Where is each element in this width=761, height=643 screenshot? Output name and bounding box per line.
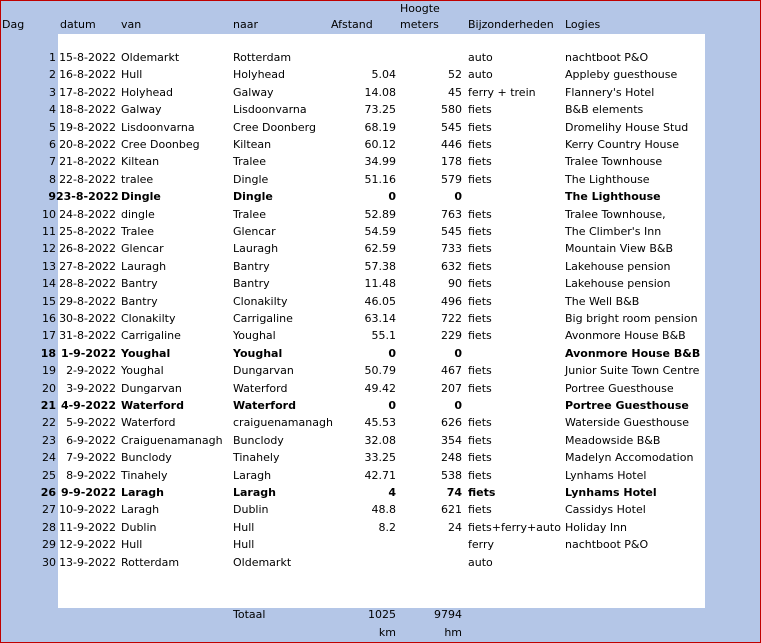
- cell-datum: 19-8-2022: [59, 120, 116, 134]
- cell-datum: 12-9-2022: [59, 538, 116, 552]
- cell-van: Tinahely: [121, 468, 168, 482]
- header-van: van: [121, 18, 142, 31]
- cell-datum: 15-8-2022: [59, 51, 116, 64]
- cell-naar: Youghal: [233, 346, 283, 360]
- cell-bijzonderheden: fiets: [468, 207, 492, 221]
- cell-naar: Bunclody: [233, 433, 284, 447]
- cell-datum: 5-9-2022: [66, 416, 116, 430]
- cell-bijzonderheden: fiets: [468, 416, 492, 430]
- table-row: [0, 432, 761, 449]
- cell-dag: 3: [49, 85, 56, 99]
- cell-dag: 22: [42, 416, 56, 430]
- cell-naar: Hull: [233, 538, 255, 552]
- cell-naar: Waterford: [233, 381, 288, 395]
- cell-bijzonderheden: fiets: [468, 259, 492, 273]
- cell-dag: 19: [42, 364, 56, 378]
- cell-bijzonderheden: fiets: [468, 468, 492, 482]
- cell-van: tralee: [121, 172, 154, 186]
- cell-dag: 29: [42, 538, 56, 552]
- header-datum: datum: [60, 18, 96, 31]
- table-row: [0, 310, 761, 327]
- cell-naar: Dingle: [233, 172, 269, 186]
- cell-hoogte: 632: [441, 259, 462, 273]
- table-row: [0, 119, 761, 136]
- cell-bijzonderheden: auto: [468, 555, 493, 569]
- table-row: [0, 84, 761, 101]
- cell-logies: Kerry Country House: [565, 138, 679, 151]
- cell-van: Hull: [121, 68, 143, 82]
- cell-hoogte: 626: [441, 416, 462, 430]
- cell-bijzonderheden: auto: [468, 68, 493, 82]
- cell-naar: Tinahely: [233, 451, 280, 465]
- table-row: [0, 554, 761, 571]
- cell-dag: 26: [40, 486, 56, 499]
- cell-naar: Bantry: [233, 259, 270, 273]
- cell-bijzonderheden: fiets: [468, 138, 492, 151]
- cell-datum: 4-9-2022: [60, 399, 116, 412]
- table-row: [0, 223, 761, 240]
- cell-datum: 28-8-2022: [59, 277, 116, 291]
- cell-datum: 6-9-2022: [66, 433, 116, 447]
- cell-logies: Avonmore House B&B: [565, 329, 686, 343]
- cell-naar: Laragh: [233, 468, 272, 482]
- cell-datum: 17-8-2022: [59, 85, 116, 99]
- cell-afstand: 52.89: [364, 207, 396, 221]
- cell-afstand: 14.08: [364, 85, 396, 99]
- cell-logies: Tralee Townhouse,: [565, 207, 666, 221]
- cell-van: Craiguenamanagh: [121, 433, 223, 447]
- cell-datum: 21-8-2022: [59, 155, 116, 169]
- cell-logies: Lynhams Hotel: [565, 468, 647, 482]
- cell-datum: 18-8-2022: [59, 103, 116, 117]
- cell-hoogte: 763: [441, 207, 462, 221]
- table-row: [0, 414, 761, 431]
- cell-dag: 10: [42, 207, 56, 221]
- cell-bijzonderheden: fiets: [468, 433, 492, 447]
- cell-bijzonderheden: fiets: [468, 120, 492, 134]
- cell-hoogte: [400, 554, 462, 571]
- cell-afstand: 0: [388, 399, 396, 412]
- table-row: [0, 501, 761, 518]
- totals-afstand: 1025: [368, 608, 396, 621]
- cell-naar: Bantry: [233, 277, 270, 291]
- cell-bijzonderheden: fiets: [468, 486, 496, 499]
- cell-dag: 25: [42, 468, 56, 482]
- cell-hoogte: 229: [441, 329, 462, 343]
- header-afstand: Afstand: [331, 18, 373, 31]
- cell-bijzonderheden: fiets: [468, 155, 492, 169]
- cell-van: Youghal: [121, 346, 171, 360]
- cell-afstand: 11.48: [364, 277, 396, 291]
- cell-dag: 28: [42, 520, 56, 534]
- table-row: [0, 397, 761, 414]
- cell-naar: Dublin: [233, 503, 269, 517]
- cell-datum: 23-8-2022: [56, 190, 119, 204]
- cell-bijzonderheden: fiets+ferry+auto: [468, 520, 561, 534]
- cell-afstand: 60.12: [364, 138, 396, 151]
- cell-van: Carrigaline: [121, 329, 181, 343]
- cell-afstand: 5.04: [371, 68, 396, 82]
- cell-logies: Holiday Inn: [565, 520, 628, 534]
- cell-dag: 1: [49, 51, 56, 64]
- cell-naar: Rotterdam: [233, 51, 292, 64]
- cell-dag: 2: [49, 68, 56, 82]
- cell-datum: 29-8-2022: [59, 294, 116, 308]
- cell-naar: Clonakilty: [233, 294, 288, 308]
- cell-naar: Dingle: [233, 190, 273, 204]
- table-row: [0, 66, 761, 83]
- cell-afstand: 55.1: [371, 329, 396, 343]
- cell-hoogte: 538: [441, 468, 462, 482]
- cell-van: Laragh: [121, 486, 164, 499]
- cell-afstand: 45.53: [364, 416, 396, 430]
- cell-van: Glencar: [121, 242, 164, 256]
- cell-logies: Avonmore House B&B: [565, 346, 701, 360]
- cell-hoogte: 52: [448, 68, 462, 82]
- cell-afstand: 62.59: [364, 242, 396, 256]
- cell-datum: 9-9-2022: [60, 486, 116, 499]
- table-row: [0, 362, 761, 379]
- table-row: [0, 258, 761, 275]
- cell-datum: 11-9-2022: [59, 520, 116, 534]
- cell-hoogte: 0: [454, 399, 462, 412]
- table-row: [0, 136, 761, 153]
- table-row: [0, 240, 761, 257]
- cell-bijzonderheden: fiets: [468, 225, 492, 238]
- cell-naar: Tralee: [233, 155, 266, 169]
- cell-naar: Holyhead: [233, 68, 286, 82]
- cell-hoogte: [400, 536, 462, 553]
- cell-bijzonderheden: fiets: [468, 294, 492, 308]
- cell-dag: 14: [42, 277, 56, 291]
- cell-van: Holyhead: [121, 85, 174, 99]
- table-row: [0, 293, 761, 310]
- cell-van: Bantry: [121, 277, 158, 291]
- cell-datum: 10-9-2022: [59, 503, 116, 517]
- cell-bijzonderheden: fiets: [468, 503, 492, 517]
- cell-logies: Mountain View B&B: [565, 242, 674, 256]
- cell-dag: 15: [42, 294, 56, 308]
- cell-dag: 24: [42, 451, 56, 465]
- cell-dag: 5: [49, 120, 56, 134]
- header-dag: Dag: [2, 18, 25, 31]
- cell-dag: 4: [49, 103, 56, 117]
- cell-datum: 8-9-2022: [66, 468, 116, 482]
- cell-dag: 21: [40, 399, 56, 412]
- cell-afstand: 0: [388, 346, 396, 360]
- cell-van: Laragh: [121, 503, 160, 517]
- cell-datum: 2-9-2022: [66, 364, 116, 378]
- table-row: [0, 519, 761, 536]
- cell-naar: Galway: [233, 85, 274, 99]
- cell-bijzonderheden: fiets: [468, 277, 492, 291]
- cell-naar: Lisdoonvarna: [233, 103, 307, 117]
- cell-afstand: 4: [388, 486, 396, 499]
- cell-van: Galway: [121, 103, 162, 117]
- cell-datum: 22-8-2022: [59, 172, 116, 186]
- cell-datum: 26-8-2022: [59, 242, 116, 256]
- cell-dag: 17: [42, 329, 56, 343]
- cell-hoogte: 579: [441, 172, 462, 186]
- cell-dag: 18: [40, 346, 56, 360]
- cell-dag: 12: [42, 242, 56, 256]
- cell-van: Tralee: [121, 225, 154, 238]
- cell-naar: Oldemarkt: [233, 555, 292, 569]
- cell-logies: Flannery's Hotel: [565, 85, 655, 99]
- cell-van: Waterford: [121, 399, 184, 412]
- totals-afstand-unit: km: [378, 626, 396, 639]
- cell-hoogte: 178: [441, 155, 462, 169]
- cell-afstand: 51.16: [364, 172, 396, 186]
- cell-dag: 27: [42, 503, 56, 517]
- cell-afstand: 46.05: [364, 294, 396, 308]
- table-row: [0, 484, 761, 501]
- cell-dag: 13: [42, 259, 56, 273]
- header-naar: naar: [233, 18, 258, 31]
- cell-dag: 30: [42, 555, 56, 569]
- cell-logies: Big bright room pension: [565, 312, 698, 325]
- cell-datum: 3-9-2022: [66, 381, 116, 395]
- cell-logies: The Lighthouse: [565, 190, 661, 204]
- cell-hoogte: 722: [441, 312, 462, 325]
- cell-afstand: 73.25: [364, 103, 396, 117]
- table-row: [0, 536, 761, 553]
- totals-hoogte-unit: hm: [444, 626, 462, 639]
- cell-datum: 20-8-2022: [59, 138, 116, 151]
- cell-afstand: 50.79: [364, 364, 396, 378]
- cell-van: Kiltean: [121, 155, 160, 169]
- cell-hoogte: 0: [454, 346, 462, 360]
- cell-hoogte: 74: [446, 486, 462, 499]
- cell-hoogte: 207: [441, 381, 462, 395]
- cell-logies: Dromelihy House Stud: [565, 120, 689, 134]
- cell-afstand: 0: [388, 190, 396, 204]
- cell-naar: Kiltean: [233, 138, 272, 151]
- cell-logies: Lakehouse pension: [565, 277, 671, 291]
- cell-bijzonderheden: fiets: [468, 364, 492, 378]
- cell-afstand: 33.25: [364, 451, 396, 465]
- cell-dag: 7: [49, 155, 56, 169]
- cell-bijzonderheden: [468, 345, 563, 362]
- cell-datum: 7-9-2022: [66, 451, 116, 465]
- cell-hoogte: 446: [441, 138, 462, 151]
- totals-label: Totaal: [233, 608, 266, 621]
- cell-dag: 6: [49, 138, 56, 151]
- cell-dag: 9: [48, 190, 56, 204]
- cell-hoogte: 24: [448, 520, 462, 534]
- table-row: [0, 206, 761, 223]
- table-row: [0, 188, 761, 205]
- cell-van: Dublin: [121, 520, 157, 534]
- cell-dag: 20: [42, 381, 56, 395]
- cell-afstand: [320, 536, 396, 553]
- table-row: [0, 171, 761, 188]
- table-row: [0, 467, 761, 484]
- cell-afstand: 57.38: [364, 259, 396, 273]
- table-row: [0, 153, 761, 170]
- cell-hoogte: 354: [441, 433, 462, 447]
- cell-afstand: 8.2: [378, 520, 396, 534]
- cell-afstand: 34.99: [364, 155, 396, 169]
- cell-datum: 13-9-2022: [59, 555, 116, 569]
- cell-bijzonderheden: fiets: [468, 451, 492, 465]
- cell-van: Youghal: [121, 364, 164, 378]
- cell-van: Cree Doonbeg: [121, 138, 200, 151]
- cell-hoogte: 496: [441, 294, 462, 308]
- cell-naar: craiguenamanagh: [233, 416, 333, 430]
- cell-datum: 31-8-2022: [59, 329, 116, 343]
- cell-dag: 16: [42, 312, 56, 325]
- cell-logies: Waterside Guesthouse: [565, 416, 690, 430]
- header-bijzonderheden: Bijzonderheden: [468, 18, 554, 31]
- cell-bijzonderheden: [468, 397, 563, 414]
- cell-logies: The Climber's Inn: [565, 225, 662, 238]
- cell-van: Lisdoonvarna: [121, 120, 195, 134]
- cell-van: Bantry: [121, 294, 158, 308]
- cell-hoogte: [400, 49, 462, 66]
- cell-naar: Glencar: [233, 225, 276, 238]
- cell-bijzonderheden: fiets: [468, 172, 492, 186]
- cell-naar: Lauragh: [233, 242, 279, 256]
- cell-afstand: 49.42: [364, 381, 396, 395]
- header-hoogte-line2: meters: [400, 18, 439, 31]
- cell-afstand: 42.71: [364, 468, 396, 482]
- cell-logies: Madelyn Accomodation: [565, 451, 694, 465]
- cell-logies: The Well B&B: [565, 294, 640, 308]
- cell-van: Oldemarkt: [121, 51, 180, 64]
- cell-afstand: 54.59: [364, 225, 396, 238]
- cell-van: Dingle: [121, 190, 161, 204]
- cell-van: Rotterdam: [121, 555, 180, 569]
- cell-afstand: 48.8: [371, 503, 396, 517]
- cell-van: Lauragh: [121, 259, 167, 273]
- cell-naar: Waterford: [233, 399, 296, 412]
- table-row: [0, 275, 761, 292]
- cell-hoogte: 733: [441, 242, 462, 256]
- cell-hoogte: 580: [441, 103, 462, 117]
- cell-logies: Junior Suite Town Centre: [565, 364, 700, 378]
- cell-logies: The Lighthouse: [565, 172, 650, 186]
- cell-hoogte: 0: [454, 190, 462, 204]
- header-logies: Logies: [565, 18, 601, 31]
- table-row: [0, 327, 761, 344]
- cell-van: Waterford: [121, 416, 176, 430]
- cell-datum: 24-8-2022: [59, 207, 116, 221]
- cell-afstand: [320, 554, 396, 571]
- cell-datum: 25-8-2022: [59, 225, 116, 238]
- cell-logies: Meadowside B&B: [565, 433, 661, 447]
- cell-logies: [565, 554, 760, 571]
- cell-hoogte: 248: [441, 451, 462, 465]
- cell-logies: Appleby guesthouse: [565, 68, 678, 82]
- cell-van: Bunclody: [121, 451, 172, 465]
- cell-bijzonderheden: fiets: [468, 312, 492, 325]
- cell-datum: 1-9-2022: [60, 346, 116, 360]
- cell-bijzonderheden: fiets: [468, 103, 492, 117]
- cell-logies: nachtboot P&O: [565, 51, 649, 64]
- cell-afstand: 68.19: [364, 120, 396, 134]
- table-row: [0, 49, 761, 66]
- cell-logies: Lynhams Hotel: [565, 486, 657, 499]
- cell-naar: Laragh: [233, 486, 276, 499]
- cell-hoogte: 545: [441, 120, 462, 134]
- cell-afstand: 32.08: [364, 433, 396, 447]
- cell-hoogte: 90: [448, 277, 462, 291]
- cell-logies: nachtboot P&O: [565, 538, 649, 552]
- cell-datum: 30-8-2022: [59, 312, 116, 325]
- cell-hoogte: 621: [441, 503, 462, 517]
- cell-bijzonderheden: auto: [468, 51, 493, 64]
- cell-datum: 27-8-2022: [59, 259, 116, 273]
- cell-bijzonderheden: ferry: [468, 538, 495, 552]
- cell-van: dingle: [121, 207, 155, 221]
- cell-van: Clonakilty: [121, 312, 176, 325]
- cell-van: Dungarvan: [121, 381, 182, 395]
- cell-hoogte: 467: [441, 364, 462, 378]
- cell-logies: Portree Guesthouse: [565, 399, 689, 412]
- cell-hoogte: 545: [441, 225, 462, 238]
- cell-van: Hull: [121, 538, 143, 552]
- totals-hoogte: 9794: [434, 608, 462, 621]
- cell-bijzonderheden: fiets: [468, 242, 492, 256]
- cell-logies: Portree Guesthouse: [565, 381, 674, 395]
- cell-bijzonderheden: ferry + trein: [468, 85, 536, 99]
- cell-dag: 11: [42, 225, 56, 238]
- cell-logies: Cassidys Hotel: [565, 503, 646, 517]
- cell-bijzonderheden: fiets: [468, 381, 492, 395]
- table-row: [0, 101, 761, 118]
- table-row: [0, 449, 761, 466]
- cell-naar: Youghal: [233, 329, 276, 343]
- cell-logies: Lakehouse pension: [565, 259, 671, 273]
- cell-afstand: [320, 49, 396, 66]
- cell-datum: 16-8-2022: [59, 68, 116, 82]
- table-row: [0, 380, 761, 397]
- cell-dag: 8: [49, 172, 56, 186]
- cell-logies: B&B elements: [565, 103, 644, 117]
- cell-naar: Tralee: [233, 207, 266, 221]
- cell-hoogte: 45: [448, 85, 462, 99]
- cell-dag: 23: [42, 433, 56, 447]
- cell-logies: Tralee Townhouse: [565, 155, 663, 169]
- cell-bijzonderheden: [468, 188, 563, 205]
- cell-naar: Carrigaline: [233, 312, 293, 325]
- cell-naar: Hull: [233, 520, 255, 534]
- table-row: [0, 345, 761, 362]
- cell-naar: Dungarvan: [233, 364, 294, 378]
- cell-bijzonderheden: fiets: [468, 329, 492, 343]
- cell-naar: Cree Doonberg: [233, 120, 316, 134]
- cell-afstand: 63.14: [364, 312, 396, 325]
- header-hoogte-line1: Hoogte: [400, 2, 440, 15]
